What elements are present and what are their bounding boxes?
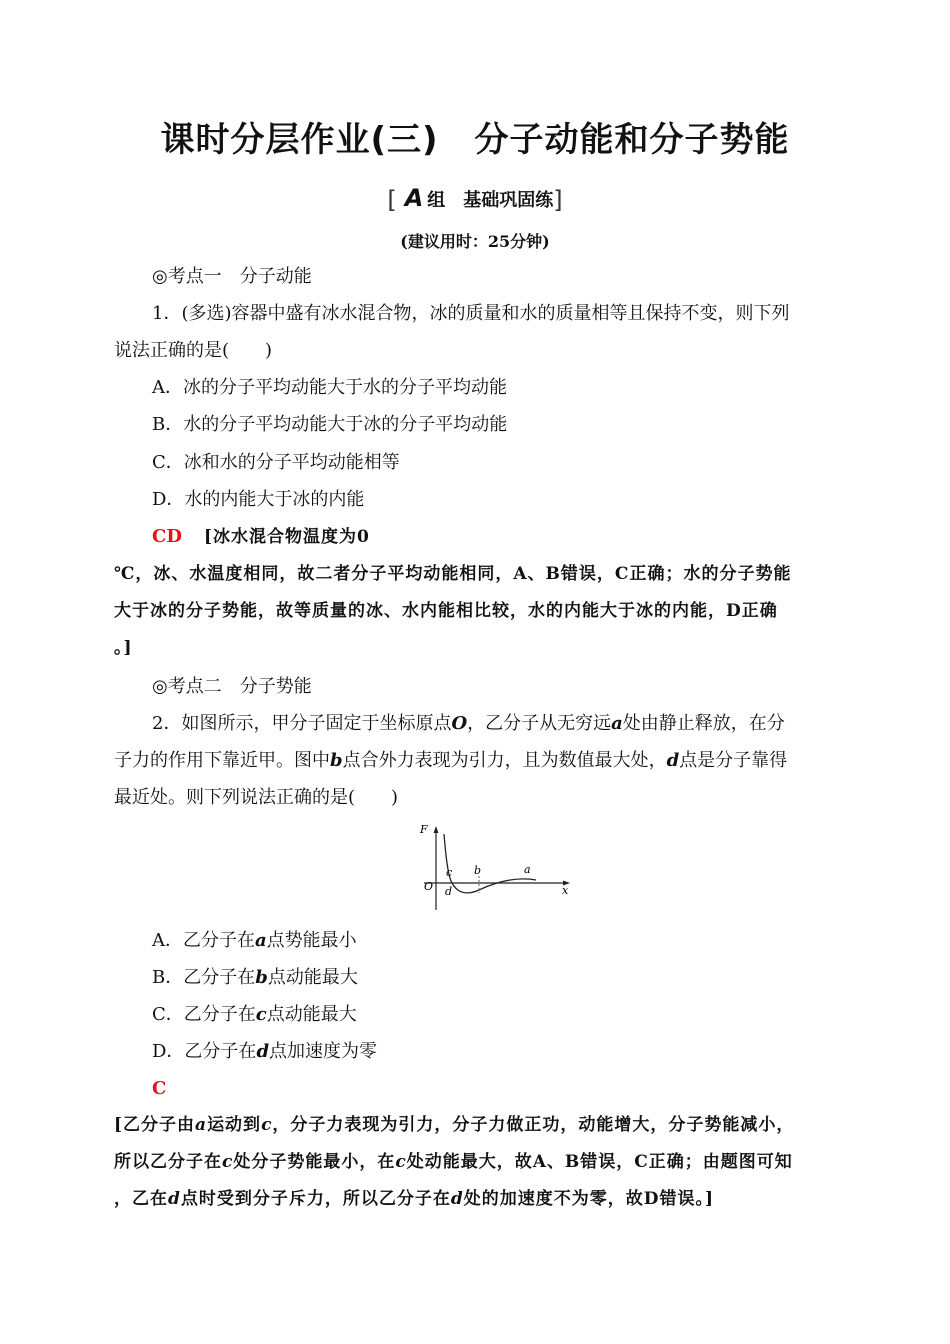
q2-exp-line2: [114, 1150, 793, 1174]
q2-opt-a-var: a: [255, 930, 267, 951]
q2-answer: C: [152, 1078, 167, 1099]
q2-l2-t4: 点是分子靠得: [679, 750, 788, 771]
q2-option-b: [152, 966, 358, 990]
q2-option-d: [152, 1040, 377, 1064]
q2-e1-var-c: c: [261, 1115, 273, 1135]
q2-e2-t2: 处分子势能最小，在: [233, 1152, 396, 1172]
q2-e2-t0: 所以乙分子在: [114, 1152, 222, 1172]
q1-exp-line3: 大于冰的分子势能，故等质量的冰、水内能相比较，水的内能大于冰的内能，D正确: [114, 601, 778, 621]
force-curve: [444, 834, 536, 893]
graph-label-b: b: [474, 864, 482, 877]
topic1-heading: ◎考点一 分子动能: [152, 266, 312, 287]
q2-stem-line2: [114, 749, 787, 773]
q2-e1-var-a: a: [195, 1115, 208, 1135]
q2-e2-var-c1: c: [222, 1152, 234, 1172]
q2-option-a: [152, 929, 357, 953]
graph-label-a: a: [524, 863, 531, 876]
force-distance-graph: [410, 820, 580, 915]
q2-opt-b-var: b: [255, 967, 268, 988]
q2-opt-d-var: d: [256, 1041, 270, 1062]
q2-opt-c-var: c: [255, 1004, 267, 1025]
q1-option-b: B．水的分子平均动能大于冰的分子平均动能: [152, 414, 508, 435]
q2-e2-t4: 处动能最大，故A、B错误，C正确；由题图可知: [406, 1152, 793, 1172]
q2-opt-d-post: 点加速度为零: [269, 1041, 378, 1062]
graph-label-x: x: [562, 884, 569, 897]
q2-l2-t2: 点合外力表现为引力，且为数值最大处，: [342, 750, 667, 771]
q2-opt-d-pre: D．乙分子在: [152, 1041, 257, 1062]
q2-e3-var-d2: d: [450, 1189, 464, 1209]
q2-l1-t0: 2．如图所示，甲分子固定于坐标原点: [152, 713, 452, 734]
q2-opt-c-pre: C．乙分子在: [152, 1004, 256, 1025]
q2-l1-var-o: O: [451, 713, 468, 734]
group-label: 组 基础巩固练: [427, 190, 554, 211]
q2-l2-var-b: b: [330, 750, 343, 771]
q2-exp-line1: [114, 1113, 794, 1137]
topic2-heading: ◎考点二 分子势能: [152, 676, 312, 697]
title-sub: 分子动能和分子势能: [474, 120, 790, 160]
q2-option-c: [152, 1003, 357, 1027]
q2-e3-var-d1: d: [168, 1189, 181, 1209]
q1-answer: CD: [152, 526, 182, 547]
graph-label-f: F: [420, 823, 428, 836]
q1-stem-line1: 1．(多选)容器中盛有冰水混合物，冰的质量和水的质量相等且保持不变，则下列: [152, 303, 790, 324]
q2-e1-t0: [乙分子由: [114, 1115, 196, 1135]
group-heading: [0, 184, 950, 214]
q2-l1-var-a: a: [611, 713, 623, 734]
q2-opt-b-pre: B．乙分子在: [152, 967, 256, 988]
q2-l2-var-d: d: [666, 750, 680, 771]
time-note: (建议用时：25分钟): [400, 232, 550, 251]
graph-label-c: c: [446, 866, 453, 879]
page-title: [0, 112, 950, 161]
q1-option-c: C．冰和水的分子平均动能相等: [152, 452, 400, 473]
q2-l1-t2: ，乙分子从无穷远: [467, 713, 612, 734]
q2-e1-t2: 运动到: [207, 1115, 262, 1135]
q1-exp-line1: [冰水混合物温度为0: [203, 527, 370, 547]
q2-e2-var-c2: c: [395, 1152, 407, 1172]
q1-exp-line2: ℃，冰、水温度相同，故二者分子平均动能相同，A、B错误，C正确；水的分子势能: [114, 564, 792, 584]
q2-opt-b-post: 点动能最大: [267, 967, 358, 988]
q2-e1-t4: ，分子力表现为引力，分子力做正功，动能增大，分子势能减小，: [272, 1115, 795, 1135]
q2-opt-c-post: 点动能最大: [266, 1004, 357, 1025]
group-close-bracket: ]: [553, 186, 563, 214]
q1-exp-line4: 。]: [114, 638, 133, 658]
q2-e3-t4: 处的加速度不为零，故D错误。]: [463, 1189, 715, 1209]
q2-e3-t2: 点时受到分子斥力，所以乙分子在: [180, 1189, 451, 1209]
graph-label-d: d: [445, 885, 453, 898]
q1-stem-line2: 说法正确的是( ): [114, 340, 273, 361]
q2-stem-line1: [152, 712, 785, 736]
q1-option-a: A．冰的分子平均动能大于水的分子平均动能: [152, 377, 507, 398]
graph-label-o: O: [424, 880, 434, 893]
q1-option-d: D．水的内能大于冰的内能: [152, 489, 365, 510]
group-open-bracket: [: [387, 186, 397, 214]
q2-l1-t4: 处由静止释放，在分: [622, 713, 785, 734]
q2-opt-a-post: 点势能最小: [266, 930, 357, 951]
q1-answer-row: [152, 525, 370, 549]
graph-y-arrow: [434, 826, 439, 833]
title-main: 课时分层作业(三): [160, 120, 439, 160]
q2-stem-line3: 最近处。则下列说法正确的是( ): [114, 787, 399, 808]
q2-l2-t0: 子力的作用下靠近甲。图中: [114, 750, 330, 771]
q2-e3-t0: ，乙在: [114, 1189, 168, 1209]
q2-opt-a-pre: A．乙分子在: [152, 930, 255, 951]
q2-exp-line3: [114, 1187, 714, 1211]
group-badge: A: [404, 184, 424, 212]
